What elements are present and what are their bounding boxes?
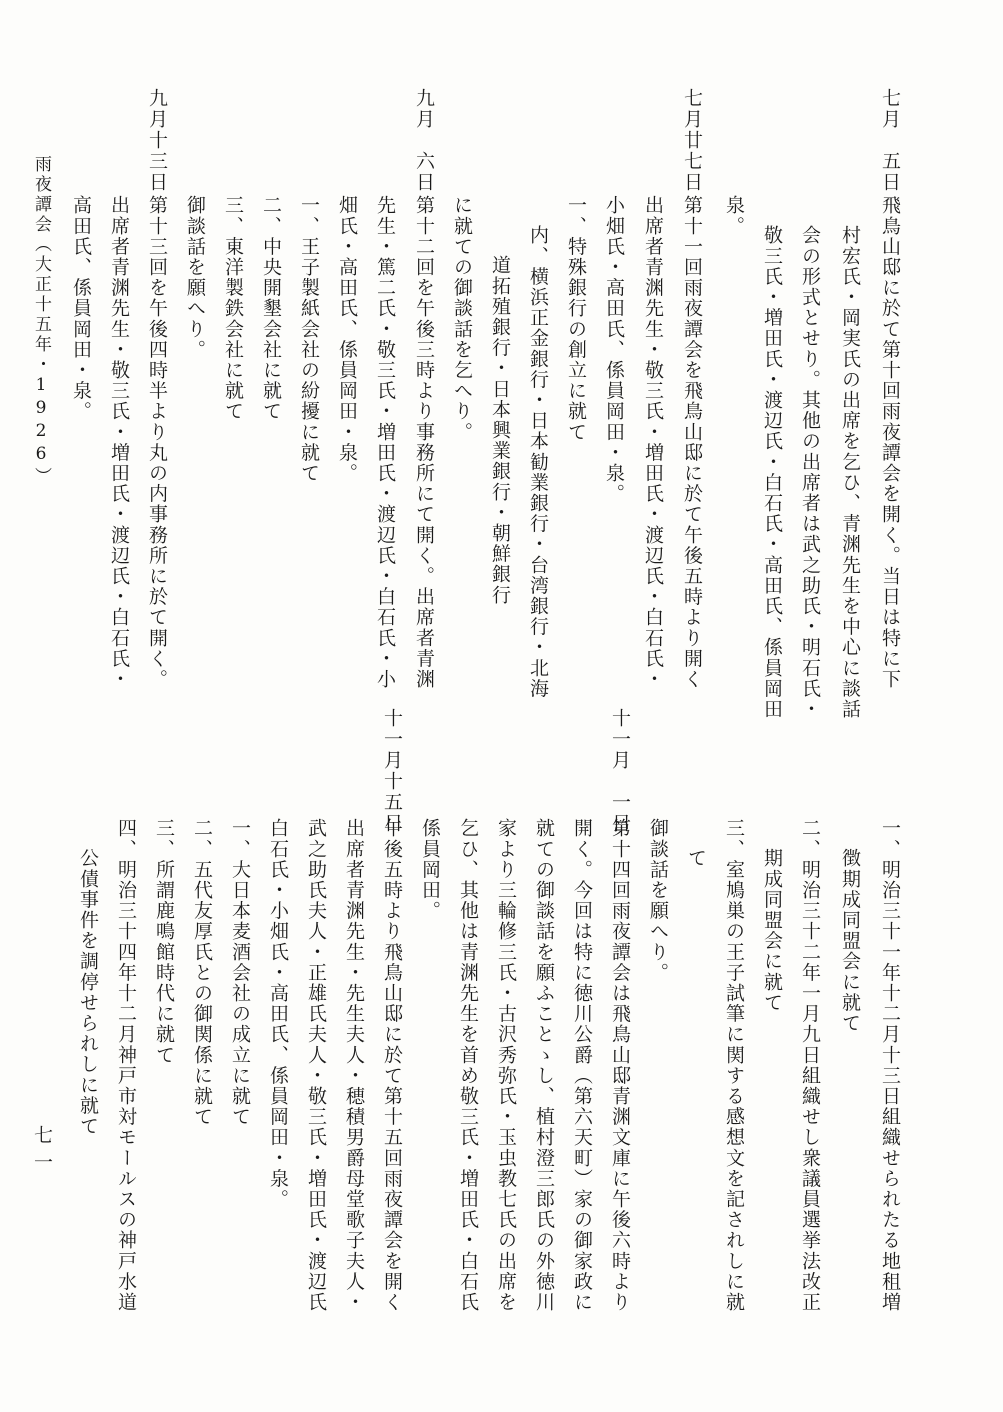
text-line: 出席者青渊先生・敬三氏・増田氏・渡辺氏・白石氏・ (642, 195, 664, 690)
running-title: 雨夜譚会（大正十五年・1926） (31, 155, 51, 487)
list-item: 三、所謂鹿鳴館時代に就て (153, 818, 175, 1066)
text-line: 公債事件を調停せられしに就て (77, 848, 99, 1137)
date-heading: 十一月十五日 (381, 708, 403, 834)
list-item: 三、東洋製鉄会社に就て (222, 195, 244, 422)
date-heading: 七月 五日 (879, 88, 901, 193)
text-line: 道拓殖銀行・日本興業銀行・朝鮮銀行 (489, 255, 511, 606)
text-line: 御談話を願へり。 (647, 818, 669, 983)
text-line: 乞ひ、其他は青渊先生を首め敬三氏・増田氏・白石氏 (457, 818, 479, 1313)
list-item: 二、中央開墾会社に就て (260, 195, 282, 422)
text-line: 出席者青渊先生・敬三氏・増田氏・渡辺氏・白石氏・ (108, 195, 130, 690)
text-line: 内、横浜正金銀行・日本勧業銀行・台湾銀行・北海 (527, 225, 549, 699)
text-line: 白石氏・小畑氏・高田氏、係員岡田・泉。 (267, 818, 289, 1210)
text-line: 村宏氏・岡実氏の出席を乞ひ、青渊先生を中心に談話 (839, 225, 861, 720)
list-item: 二、五代友厚氏との御関係に就て (191, 818, 213, 1127)
list-item: 一、特殊銀行の創立に就て (565, 195, 587, 443)
date-heading: 九月 六日 (413, 88, 435, 193)
text-line: 泉。 (723, 195, 745, 237)
text-line: 第十三回を午後四時半より丸の内事務所に於て開く。 (146, 195, 168, 690)
text-line: 小畑氏・高田氏、係員岡田・泉。 (603, 195, 625, 504)
date-heading: 九月十三日 (146, 88, 168, 193)
list-item: 一、明治三十一年十二月十三日組織せられたる地租増 (879, 818, 901, 1313)
date-heading: 十一月 一日 (609, 708, 631, 834)
text-line: 御談話を願へり。 (184, 195, 206, 360)
page-number: 七一 (31, 1125, 53, 1179)
text-line: 第十四回雨夜譚会は飛鳥山邸青渊文庫に午後六時より (609, 818, 631, 1313)
list-item: 一、王子製紙会社の紛擾に就て (298, 195, 320, 484)
text-line: 武之助氏夫人・正雄氏夫人・敬三氏・増田氏・渡辺氏 (305, 818, 327, 1313)
text-line: 敬三氏・増田氏・渡辺氏・白石氏・高田氏、係員岡田 (761, 225, 783, 720)
text-line: 会の形式とせり。其他の出席者は武之助氏・明石氏・ (799, 225, 821, 720)
text-line: 出席者青渊先生・先生夫人・穂積男爵母堂歌子夫人・ (343, 818, 365, 1313)
text-line: 期成同盟会に就て (761, 848, 783, 1013)
text-line: 先生・篤二氏・敬三氏・増田氏・渡辺氏・白石氏・小 (374, 195, 396, 690)
text-line: 午後五時より飛鳥山邸に於て第十五回雨夜譚会を開く (381, 818, 403, 1313)
list-item: 四、明治三十四年十二月神戸市対モールスの神戸水道 (115, 818, 137, 1313)
text-line: 開く。今回は特に徳川公爵（第六天町）家の御家政に (571, 818, 593, 1313)
text-line: 係員岡田。 (419, 818, 441, 921)
text-line: 就ての御談話を願ふことゝし、植村澄三郎氏の外徳川 (533, 818, 555, 1313)
text-line: 畑氏・高田氏、係員岡田・泉。 (336, 195, 358, 484)
list-item: 二、明治三十二年一月九日組織せし衆議員選挙法改正 (799, 818, 821, 1313)
text-line: 高田氏、係員岡田・泉。 (70, 195, 92, 422)
list-item: 三、室鳩巣の王子試筆に関する感想文を記されしに就 (723, 818, 745, 1313)
text-line: 家より三輪修三氏・古沢秀弥氏・玉虫教七氏の出席を (495, 818, 517, 1313)
text-line: 徴期成同盟会に就て (839, 848, 861, 1034)
date-heading: 七月廿七日 (681, 88, 703, 193)
text-line: 飛鳥山邸に於て第十回雨夜譚会を開く。当日は特に下 (879, 195, 901, 690)
text-line: 第十二回を午後三時より事務所にて開く。出席者青渊 (413, 195, 435, 690)
text-line: 第十一回雨夜譚会を飛鳥山邸に於て午後五時より開く (681, 195, 703, 690)
text-line: に就ての御談話を乞へり。 (451, 195, 473, 443)
list-item: 一、大日本麦酒会社の成立に就て (229, 818, 251, 1127)
text-line: て (685, 848, 707, 869)
